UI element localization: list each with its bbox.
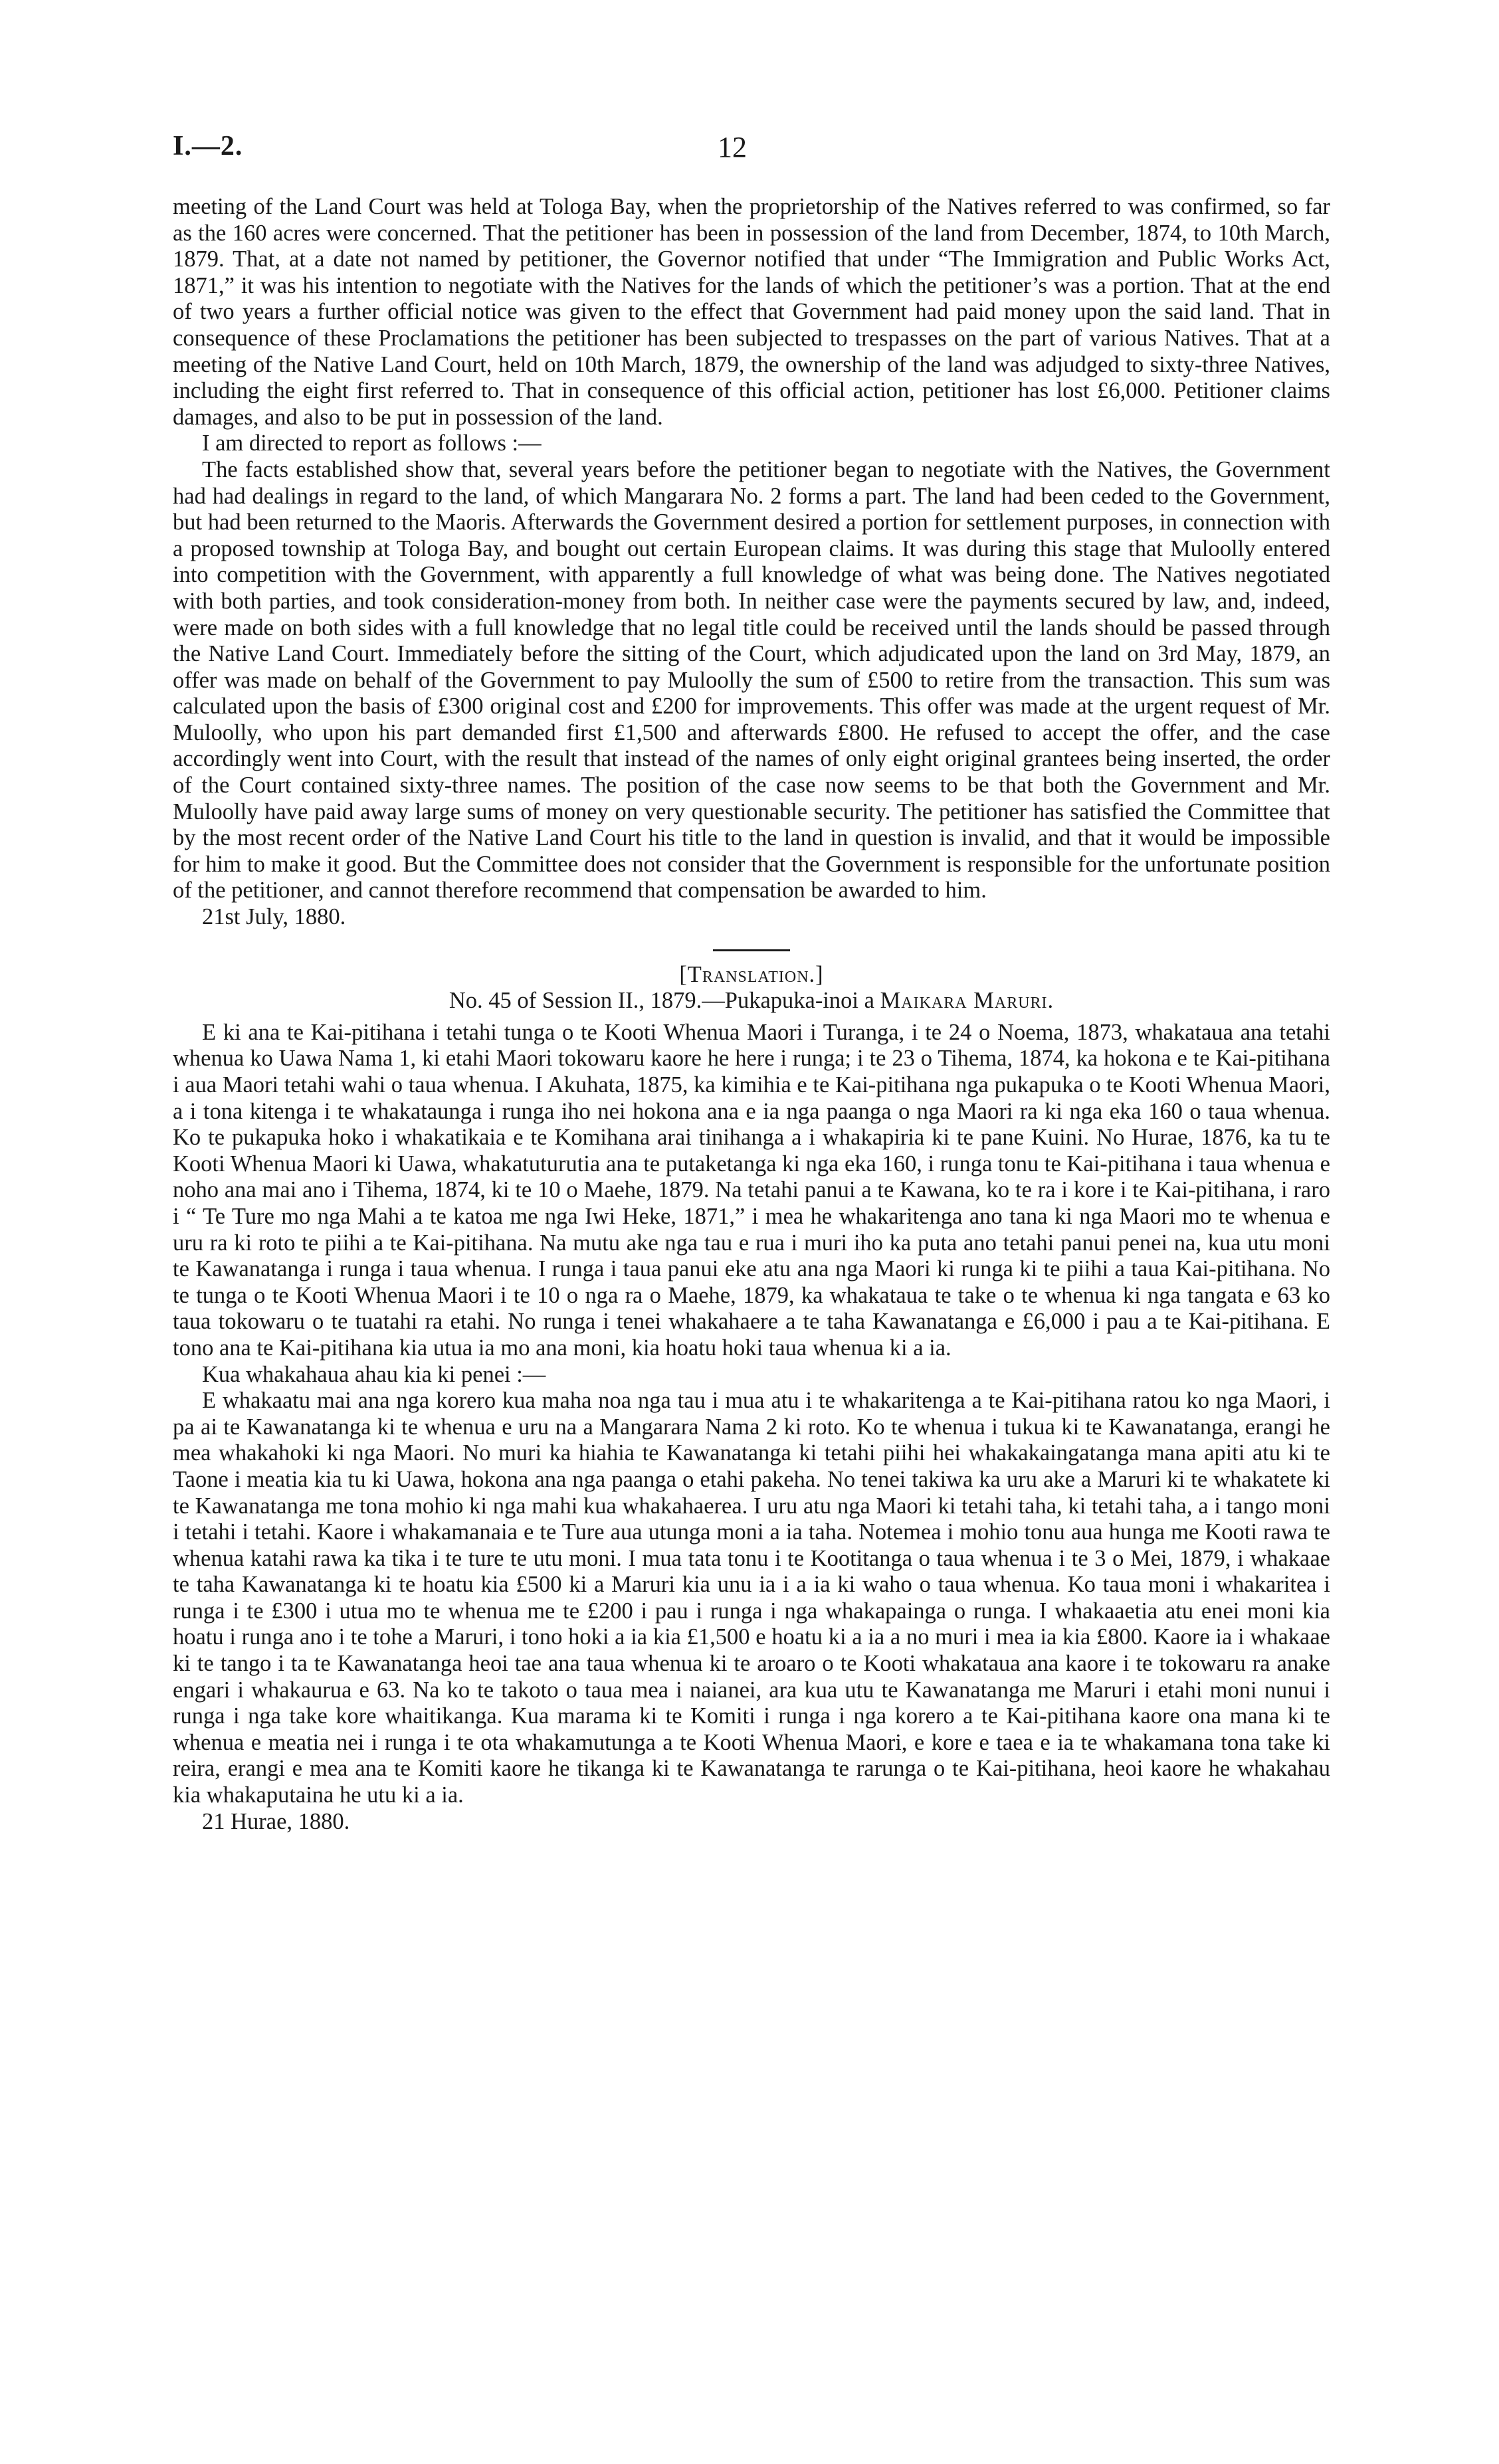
section-divider <box>713 949 790 951</box>
english-report <box>173 194 1330 931</box>
petition-summary-paragraph: meeting of the Land Court was held at Tologa Bay, when the proprietorship of the Natives referred to was confirmed, so far as the 160 acres were concerned. That the petitioner has been in possession of the land from December, 1874, to 10th March, 1879. That, at a date not named by petitioner, the Governor notified that under “The Immigration and Public Works Act, 1871,” it was his intention to negotiate with the Natives for the lands of which the petitioner’s was a portion. That at the end of two years a further official notice was given to the effect that Government had paid money upon the said land. That in consequence of these Proclamations the petitioner has been subjected to trespasses on the part of various Natives. That at a meeting of the Native Land Court, held on 10th March, 1879, the ownership of the land was adjudged to sixty-three Natives, including the eight first referred to. That in consequence of this official action, petitioner has lost £6,000. Petitioner claims damages, and also to be put in possession of the land. <box>173 194 1330 430</box>
drop-capital: E <box>202 1019 217 1045</box>
maori-report-date: 21 Hurae, 1880. <box>202 1808 350 1834</box>
petition-title-prefix: No. 45 of Session II., 1879.—Pukapuka-inoi a <box>449 988 880 1014</box>
petition-title <box>173 988 1330 1014</box>
page-header <box>173 130 1329 170</box>
maori-petition-paragraph <box>173 1020 1330 1362</box>
petitioner-name: Maikara Maruri. <box>880 988 1054 1014</box>
page-body <box>173 194 1330 1835</box>
directed-line: I am directed to report as follows :— <box>202 430 542 456</box>
report-date: 21st July, 1880. <box>202 904 346 930</box>
maori-petition-text: ki ana te Kai-pitihana i tetahi tunga o te Kooti Whenua Maori i Turanga, i te 24 o Noema, 1873, whakataua ana tetahi whenua ko Uawa Nama 1, ki etahi Maori tokowaru kaore he here i runga; i te 23 o Tihema, 1874, ka hokona e te Kai-pitihana i aua Maori tetahi wahi o taua whenua. I Akuhata, 1875, ka kimihia e te Kai-pitihana nga pukapuka o te Kooti Whenua Maori, a i tona kitenga i te whakataunga i runga iho nei hokona ana e ia nga paanga o nga Maori ra ki nga eka 160 o taua whenua. Ko te pukapuka hoko i whakatikaia e te Komihana arai tinihanga a i whakapiria ki te pane Kuini. No Hurae, 1876, ka tu te Kooti Whenua Maori ki Uawa, whakatuturutia ana te putaketanga ki nga eka 160, i runga tonu te Kai-pitihana i taua whenua e noho ana mai ano i Tihema, 1874, ki te 10 o Maehe, 1879. Na tetahi panui a te Kawana, ko te ra i kore i te Kai-pitihana, i raro i “ Te Ture mo nga Mahi a te katoa me nga Iwi Heke, 1871,” i mea he whakaritenga ano tana ki nga Maori mo te whenua e uru ra ki roto te piihi a te Kai-pitihana. Na mutu ake nga tau e rua i muri iho ka puta ano tetahi panui penei na, kua utu moni te Kawanatanga i runga i taua whenua. I runga i taua panui eke atu ana nga Maori ki runga ki te piihi a taua Kai-pitihana. No te tunga o te Kooti Whenua Maori i te 10 o nga ra o Maehe, 1879, ka whakataua te take o te whenua ki nga tangata e 63 ko taua tokowaru o te tuatahi ra etahi. No runga i tenei whakahaere a te taha Kawanatanga e £6,000 i pau a te Kai-pitihana. E tono ana te Kai-pitihana kia utua ia mo ana moni, kia hoatu hoki taua whenua ki a ia. <box>173 1019 1330 1361</box>
maori-translation <box>173 962 1330 1836</box>
translation-heading: [Translation.] <box>679 961 824 987</box>
maori-directed-line: Kua whakahaua ahau kia ki penei :— <box>202 1361 546 1387</box>
page-number: 12 <box>718 131 747 163</box>
committee-report-paragraph: The facts established show that, several years before the petitioner began to negotiate with the Natives, the Government had had dealings in regard to the land, of which Mangarara No. 2 forms a part. The land had been ceded to the Government, but had been returned to the Maoris. Afterwards the Government desired a portion for settlement purposes, in connection with a proposed township at Tologa Bay, and bought out certain European claims. It was during this stage that Muloolly entered into competition with the Government, with apparently a full knowledge of what was being done. The Natives negotiated with both parties, and took consideration-money from both. In neither case were the payments secured by law, and, indeed, were made on both sides with a full knowledge that no legal title could be received until the lands should be passed through the Native Land Court. Immediately before the sitting of the Court, which adjudicated upon the land on 3rd May, 1879, an offer was made on behalf of the Government to pay Muloolly the sum of £500 to retire from the transaction. This sum was calculated upon the basis of £300 original cost and £200 for improvements. This offer was made at the urgent request of Mr. Muloolly, who upon his part demanded first £1,500 and afterwards £800. He refused to accept the offer, and the case accordingly went into Court, with the result that instead of the names of only eight original grantees being inserted, the order of the Court contained sixty-three names. The position of the case now seems to be that both the Government and Mr. Muloolly have paid away large sums of money on very questionable security. The petitioner has satisfied the Committee that by the most recent order of the Native Land Court his title to the land in question is invalid, and that it would be impossible for him to make it good. But the Committee does not consider that the Government is responsible for the unfortunate position of the petitioner, and cannot therefore recommend that compensation be awarded to him. <box>173 456 1330 903</box>
document-reference: I.—2. <box>173 131 243 161</box>
maori-report-paragraph: E whakaatu mai ana nga korero kua maha noa nga tau i mua atu i te whakaritenga a te Kai-pitihana ratou ko nga Maori, i pa ai te Kawanatanga ki te whenua e uru na a Mangarara Nama 2 ki roto. Ko te whenua i tukua ki te Kawanatanga, erangi he mea whakahoki ki nga Maori. No muri ka hiahia te Kawanatanga ki tetahi piihi hei whakakaingatanga mana apiti atu ki te Taone i meatia kia tu ki Uawa, hokona ana nga paanga o etahi pakeha. No tenei takiwa ka uru ake a Maruri ki te whakatete ki te Kawanatanga me tona mohio ki nga mahi kua whakahaerea. I uru atu nga Maori ki tetahi taha, ki tetahi taha, a i tango moni i tetahi i tetahi. Kaore i whakamanaia e te Ture aua utunga moni a ia taha. Notemea i mohio tonu aua hunga me Kooti rawa te whenua katahi rawa ka tika i te ture te utu moni. I mua tata tonu i te Kootitanga o taua whenua i te 3 o Mei, 1879, i whakaae te taha Kawanatanga ki te hoatu kia £500 ki a Maruri kia unu ia i a ia ki waho o taua whenua. Ko taua moni i whakaritea i runga i te £300 i utua mo te whenua me te £200 i pau i runga i nga whakapainga o runga. I whakaaetia atu enei moni kia hoatu i runga ano i te tohe a Maruri, i tono hoki a ia kia £1,500 e hoatu ki a ia a no muri i mea ia kia £800. Kaore ia i whakaae ki te tango i ta te Kawanatanga heoi tae ana taua whenua ki te aroaro o te Kooti whakataua ana kaore i te tokowaru ra anake engari i whakaurua e 63. Na ko te takoto o taua mea i naianei, ara kua utu te Kawanatanga me Maruri i etahi moni nunui i runga i nga take kore whaitikanga. Kua marama ki te Komiti i runga i nga korero a te Kai-pitihana kaore ona mana ki te whenua e meatia nei i runga i te ota whakamutunga a te Kooti Whenua Maori, e kore e taea e ia te whakamana tona take ki reira, erangi e mea ana te Komiti kaore he tikanga ki te Kawanatanga te rarunga o te Kai-pitihana, heoi kaore he whakahau kia whakaputaina he utu ki a ia. <box>173 1388 1330 1808</box>
